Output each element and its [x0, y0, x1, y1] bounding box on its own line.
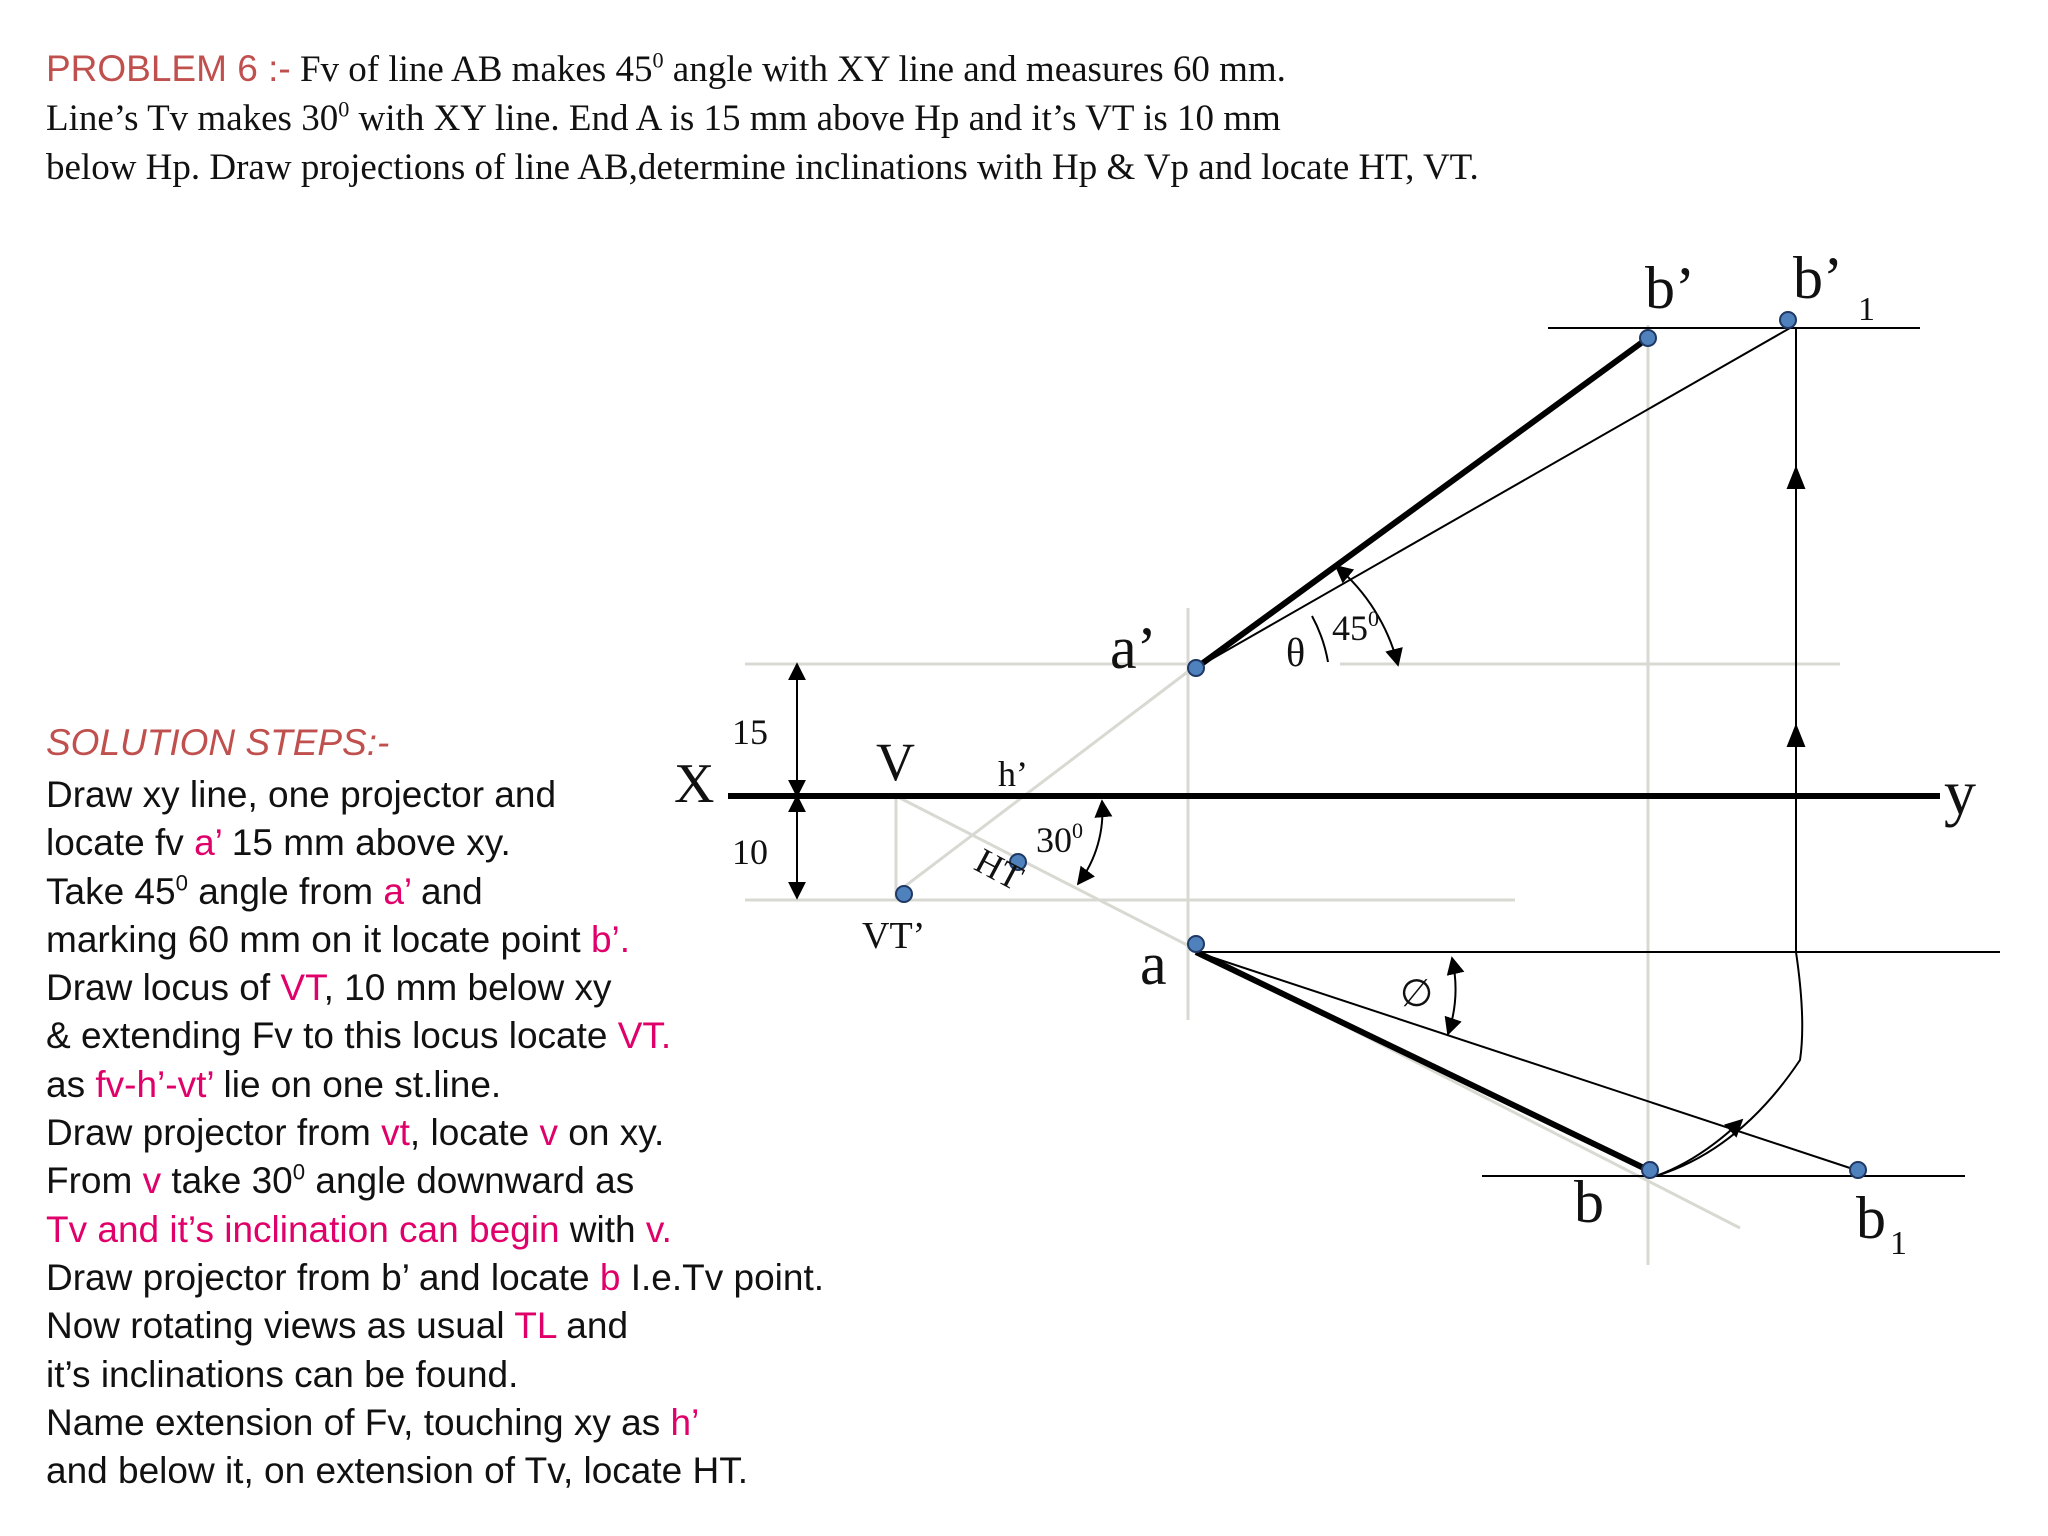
label-h-prime: h’ — [998, 754, 1028, 794]
problem-line-1: PROBLEM 6 :- Fv of line AB makes $45^0$ angle with XY line and measures 60 mm. — [46, 47, 1286, 90]
point-b-prime-1 — [1780, 312, 1796, 328]
label-b1: b — [1856, 1185, 1886, 1251]
label-a-prime: a’ — [1110, 615, 1157, 681]
problem-line-2: Line’s Tv makes $30^0$ with XY line. End A is 15 mm above Hp and it’s VT is 10 mm — [46, 96, 1281, 139]
locus-lines — [1196, 328, 2000, 1176]
label-theta: θ — [1286, 630, 1306, 675]
solution-step-line: locate fv a’ 15 mm above xy. — [46, 822, 511, 864]
rotation-arc-b — [1656, 952, 1802, 1176]
point-b-prime — [1640, 330, 1656, 346]
label-b-prime-1: b’ — [1793, 245, 1843, 311]
label-x: X — [674, 753, 715, 815]
solution-step-line: & extending Fv to this locus locate VT. — [46, 1015, 672, 1057]
label-angle-30: $30^0$ — [1036, 818, 1083, 860]
solution-step-line: Draw projector from b’ and locate b I.e.Tv point. — [46, 1256, 825, 1298]
point-a — [1188, 936, 1204, 952]
solution-step-line: Draw projector from vt, locate v on xy. — [46, 1112, 665, 1154]
label-v: V — [876, 732, 915, 792]
main-views — [1196, 338, 1648, 1170]
diagram-labels — [674, 245, 1976, 1262]
rotation-arrows — [1656, 328, 1804, 1176]
solution-step-line: Draw xy line, one projector and — [46, 774, 557, 815]
arrow-head-lower — [1788, 726, 1804, 746]
solution-step-line: it’s inclinations can be found. — [46, 1353, 519, 1395]
solution-step-line: marking 60 mm on it locate point b’. — [46, 918, 631, 960]
solution-step-line: Now rotating views as usual TL and — [46, 1305, 629, 1347]
label-b1-sub: 1 — [1890, 1225, 1907, 1262]
label-b: b — [1574, 1169, 1604, 1235]
point-a-prime — [1188, 660, 1204, 676]
solution-step-line: Draw locus of VT, 10 mm below xy — [46, 967, 612, 1009]
solution-step-line: Name extension of Fv, touching xy as h’ — [46, 1401, 700, 1443]
true-length-lines — [1196, 328, 1856, 1170]
arc-phi — [1448, 958, 1455, 1034]
label-b-prime: b’ — [1645, 255, 1695, 321]
arrow-head-upper — [1788, 468, 1804, 488]
point-vt-prime — [896, 886, 912, 902]
solution-step-line: From v take $30^0$ angle downward as — [46, 1160, 635, 1202]
point-b1 — [1850, 1162, 1866, 1178]
problem-heading: PROBLEM 6 :- — [46, 48, 291, 89]
tv-true-length — [1196, 952, 1856, 1170]
problem-line-3: below Hp. Draw projections of line AB,determine inclinations with Hp & Vp and locate HT, VT. — [46, 147, 1479, 188]
fv-true-length — [1196, 328, 1790, 668]
solution-step-line: and below it, on extension of Tv, locate HT. — [46, 1450, 749, 1492]
label-angle-45: $45^0$ — [1332, 606, 1379, 648]
solution-step-line: as fv-h’-vt’ lie on one st.line. — [46, 1063, 502, 1105]
front-view-line — [1196, 338, 1648, 668]
label-a: a — [1140, 931, 1167, 997]
label-ht: HT — [968, 840, 1030, 899]
label-b-prime-1-sub: 1 — [1858, 291, 1875, 328]
arc-theta — [1312, 616, 1328, 662]
point-b — [1642, 1162, 1658, 1178]
points — [896, 312, 1866, 1178]
solution-step-line: Tv and it’s inclination can begin with v. — [46, 1208, 672, 1250]
label-phi: ∅ — [1400, 973, 1434, 1015]
label-dim-10: 10 — [732, 832, 768, 872]
solution-steps-title: SOLUTION STEPS:- — [46, 722, 390, 763]
solution-step-line: Take $45^0$ angle from a’ and — [46, 870, 483, 912]
label-dim-15: 15 — [732, 712, 768, 752]
label-y: y — [1944, 757, 1976, 828]
label-vt-prime: VT’ — [862, 915, 926, 957]
